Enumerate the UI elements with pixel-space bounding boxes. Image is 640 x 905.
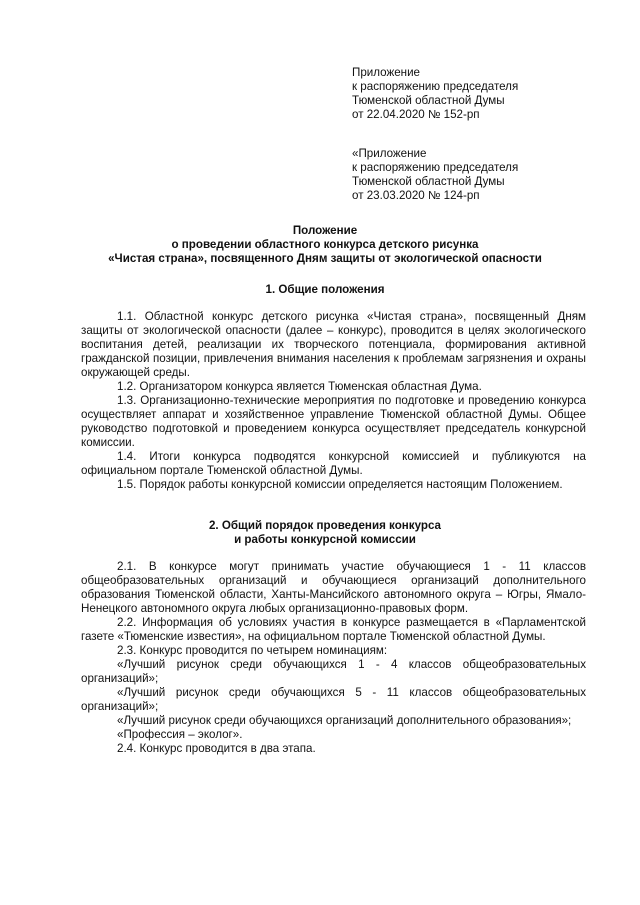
nomination-item: «Профессия – эколог». bbox=[117, 728, 243, 741]
approval-line: к распоряжению председателя bbox=[352, 161, 519, 174]
section-body-general bbox=[81, 310, 586, 492]
paragraph: 2.2. Информация об условиях участия в конкурсе размещается в «Парламентской газете «Тюменские известия», на официальном портале Тюменской областной Думы. bbox=[81, 616, 586, 643]
paragraph: 2.1. В конкурсе могут принимать участие обучающиеся 1 - 11 классов общеобразовательных организаций и обучающиеся организаций дополнительного образования Тюменской области, Ханты-Мансийского автономного округа – Югры, Ямало-Ненецкого автономного округа любых организационно-правовых форм. bbox=[81, 560, 586, 615]
nomination-item: «Лучший рисунок среди обучающихся 1 - 4 классов общеобразовательных организаций»; bbox=[81, 658, 586, 685]
paragraph: 2.3. Конкурс проводится по четырем номинациям: bbox=[117, 644, 388, 657]
approval-line: Приложение bbox=[352, 66, 421, 79]
section-heading-procedure: 2. Общий порядок проведения конкурса и работы конкурсной комиссии bbox=[208, 519, 442, 546]
nomination-item: «Лучший рисунок среди обучающихся организаций дополнительного образования»; bbox=[117, 714, 572, 727]
paragraph: 1.2. Организатором конкурса является Тюменская областная Дума. bbox=[117, 380, 482, 393]
paragraph: 1.5. Порядок работы конкурсной комиссии определяется настоящим Положением. bbox=[117, 478, 563, 491]
document-title bbox=[60, 224, 590, 266]
approval-line: к распоряжению председателя bbox=[352, 80, 519, 93]
section-body-procedure bbox=[81, 560, 586, 756]
approval-line: «Приложение bbox=[352, 147, 427, 160]
paragraph: 2.4. Конкурс проводится в два этапа. bbox=[117, 742, 316, 755]
section-heading-general: 1. Общие положения bbox=[265, 283, 385, 296]
title-line: «Чистая страна», посвященного Дням защиты от экологической опасности bbox=[108, 252, 542, 265]
nomination-item: «Лучший рисунок среди обучающихся 5 - 11 классов общеобразовательных организаций»; bbox=[81, 686, 586, 713]
approval-date-line: от 22.04.2020 № 152-рп bbox=[352, 108, 480, 121]
title-line: Положение bbox=[292, 224, 358, 237]
approval-block-previous bbox=[352, 147, 582, 203]
approval-block-current bbox=[352, 66, 582, 122]
approval-line: Тюменской областной Думы bbox=[352, 94, 505, 107]
paragraph: 1.3. Организационно-технические мероприятия по подготовке и проведению конкурса осуществляет аппарат и хозяйственное управление Тюменской областной Думы. Общее руководство подготовкой и проведением конкурса осуществляет председатель конкурсной комиссии. bbox=[81, 394, 586, 449]
paragraph: 1.1. Областной конкурс детского рисунка «Чистая страна», посвященный Дням защиты от экологической опасности (далее – конкурс), проводится в целях экологического воспитания детей, реализации их творческого потенциала, формирования активной гражданской позиции, привлечения внимания населения к проблемам загрязнения и охраны окружающей среды. bbox=[81, 310, 586, 379]
title-line: о проведении областного конкурса детского рисунка bbox=[171, 238, 479, 251]
approval-date-line: от 23.03.2020 № 124-рп bbox=[352, 189, 480, 202]
paragraph: 1.4. Итоги конкурса подводятся конкурсной комиссией и публикуются на официальном портале Тюменской областной Думы. bbox=[81, 450, 586, 477]
approval-line: Тюменской областной Думы bbox=[352, 175, 505, 188]
